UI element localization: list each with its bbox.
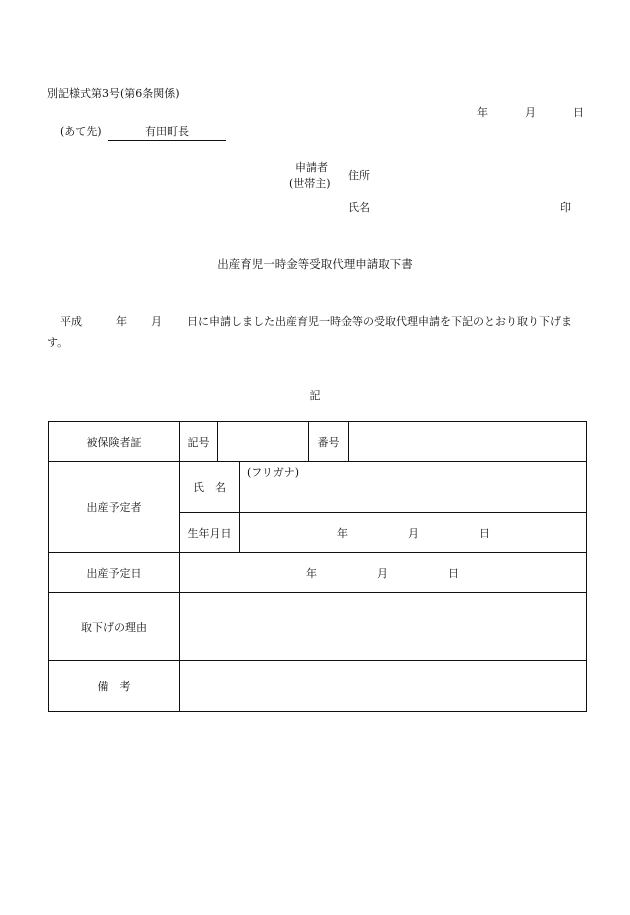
addressee-label: (あて先): [60, 125, 102, 138]
applicant-name-label: 氏名: [348, 201, 370, 214]
due-day: 日: [448, 566, 459, 580]
symbol-label: 記号: [180, 422, 218, 462]
birth-month: 月: [408, 526, 419, 540]
remarks-label: 備 考: [49, 661, 180, 712]
due-date-field[interactable]: [180, 553, 587, 593]
header-date-month: 月: [525, 106, 536, 119]
number-field[interactable]: [349, 422, 587, 462]
header-date-day: 日: [573, 106, 584, 119]
due-date-label: 出産予定日: [49, 553, 180, 593]
applicant-address-label: 住所: [348, 169, 370, 182]
number-label: 番号: [309, 422, 349, 462]
table-row: [49, 553, 587, 593]
table-row: [49, 422, 587, 462]
applicant-label: 申請者: [295, 161, 328, 174]
birthdate-field[interactable]: [240, 513, 587, 553]
reason-label: 取下げの理由: [49, 593, 180, 661]
birth-day: 日: [479, 526, 490, 540]
body-era: 平成: [60, 315, 82, 328]
table-row: [49, 661, 587, 712]
remarks-field[interactable]: [180, 661, 587, 712]
furigana-label: (フリガナ): [247, 466, 300, 479]
form-number: 別記様式第3号(第6条関係): [47, 87, 180, 100]
record-mark: 記: [309, 389, 321, 402]
birthdate-label: 生年月日: [180, 513, 240, 553]
header-date-year: 年: [477, 106, 488, 119]
application-table: [48, 421, 587, 712]
name-field[interactable]: [240, 462, 587, 513]
document-title: 出産育児一時金等受取代理申請取下書: [217, 257, 413, 271]
seal-label: 印: [560, 201, 571, 214]
birth-year: 年: [337, 526, 348, 540]
due-year: 年: [306, 566, 317, 580]
due-month: 月: [377, 566, 388, 580]
body-month: 月: [151, 315, 162, 328]
table-row: [49, 593, 587, 661]
symbol-field[interactable]: [218, 422, 309, 462]
body-text: 日に申請しました出産育児一時金等の受取代理申請を下記のとおり取り下げます。: [47, 315, 572, 349]
body-paragraph: [47, 311, 587, 353]
reason-field[interactable]: [180, 593, 587, 661]
insured-card-label: 被保険者証: [49, 422, 180, 462]
applicant-household-head-label: (世帯主): [289, 177, 331, 190]
addressee-name: 有田町長: [108, 123, 226, 141]
table-row: [49, 462, 587, 513]
body-year: 年: [116, 315, 127, 328]
expected-mother-label: 出産予定者: [49, 462, 180, 553]
name-label: 氏 名: [180, 462, 240, 513]
